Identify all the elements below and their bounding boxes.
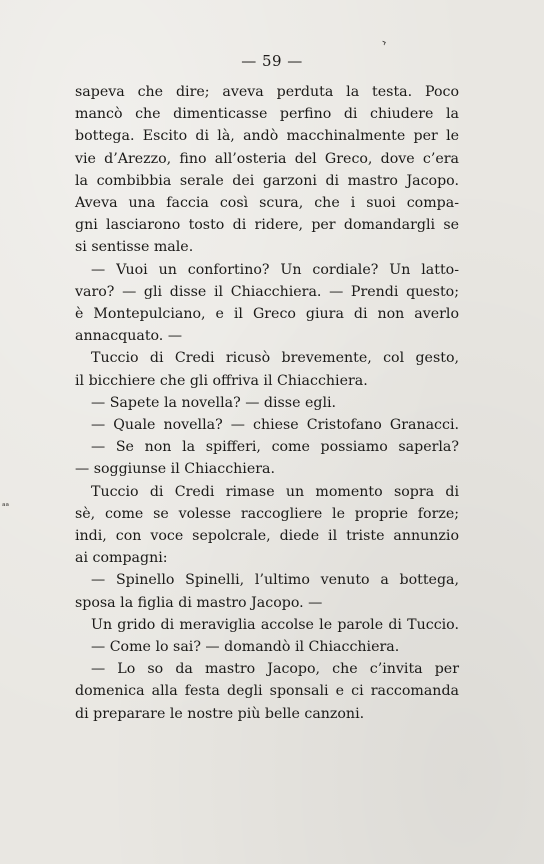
text-line: — Spinello Spinelli, l’ultimo venuto a bottega, xyxy=(91,572,459,589)
text-line: ai compagni: xyxy=(75,550,168,567)
text-line: sè, come se volesse raccogliere le proprie forze; xyxy=(75,505,459,522)
body-text xyxy=(75,81,459,725)
text-line: vie d’Arezzo, fino all’osteria del Greco, dove c’era xyxy=(75,150,459,167)
text-line: il bicchiere che gli offriva il Chiacchiera. xyxy=(75,372,368,389)
text-line: di preparare le nostre più belle canzoni. xyxy=(75,705,365,722)
text-line: — Come lo sai? — domandò il Chiacchiera. xyxy=(91,639,400,656)
text-line: — Quale novella? — chiese Cristofano Granacci. xyxy=(91,417,459,434)
left-margin-mark: ᵃᵃ xyxy=(2,502,10,512)
text-line: sapeva che dire; aveva perduta la testa. Poco xyxy=(75,84,459,100)
text-line: si sentisse male. xyxy=(75,239,194,256)
text-line: gni lasciarono tosto di ridere, per domandargli se xyxy=(75,217,459,234)
pencil-tick-mark: › xyxy=(379,35,389,50)
text-line: domenica alla festa degli sponsali e ci raccomanda xyxy=(75,683,459,700)
text-line: sposa la figlia di mastro Jacopo. — xyxy=(75,594,323,611)
text-line: bottega. Escito di là, andò macchinalmente per le xyxy=(75,128,459,145)
text-line: Tuccio di Credi ricusò brevemente, col gesto, xyxy=(91,350,459,367)
text-line: la combibbia serale dei garzoni di mastro Jacopo. xyxy=(75,172,459,189)
page-number: — 59 — xyxy=(241,52,303,70)
text-line: Un grido di meraviglia accolse le parole di Tuccio. xyxy=(91,616,459,633)
text-line: mancò che dimenticasse perfino di chiudere la xyxy=(75,106,459,123)
text-line: — Se non la spifferi, come possiamo saperla? xyxy=(91,439,459,456)
text-line: — Vuoi un confortino? Un cordiale? Un latto- xyxy=(91,261,459,278)
text-line: indi, con voce sepolcrale, diede il triste annunzio xyxy=(75,528,459,545)
text-line: varo? — gli disse il Chiacchiera. — Prendi questo; xyxy=(75,283,459,300)
text-line: — Lo so da mastro Jacopo, che c’invita per xyxy=(91,661,459,678)
text-line: — Sapete la novella? — disse egli. xyxy=(91,394,337,411)
text-line: Aveva una faccia così scura, che i suoi compa- xyxy=(75,195,459,212)
text-line: — soggiunse il Chiacchiera. xyxy=(75,461,275,478)
text-line: Tuccio di Credi rimase un momento sopra di xyxy=(91,483,459,500)
text-line: è Montepulciano, e il Greco giura di non averlo xyxy=(75,306,459,323)
text-line: annacquato. — xyxy=(75,328,183,345)
